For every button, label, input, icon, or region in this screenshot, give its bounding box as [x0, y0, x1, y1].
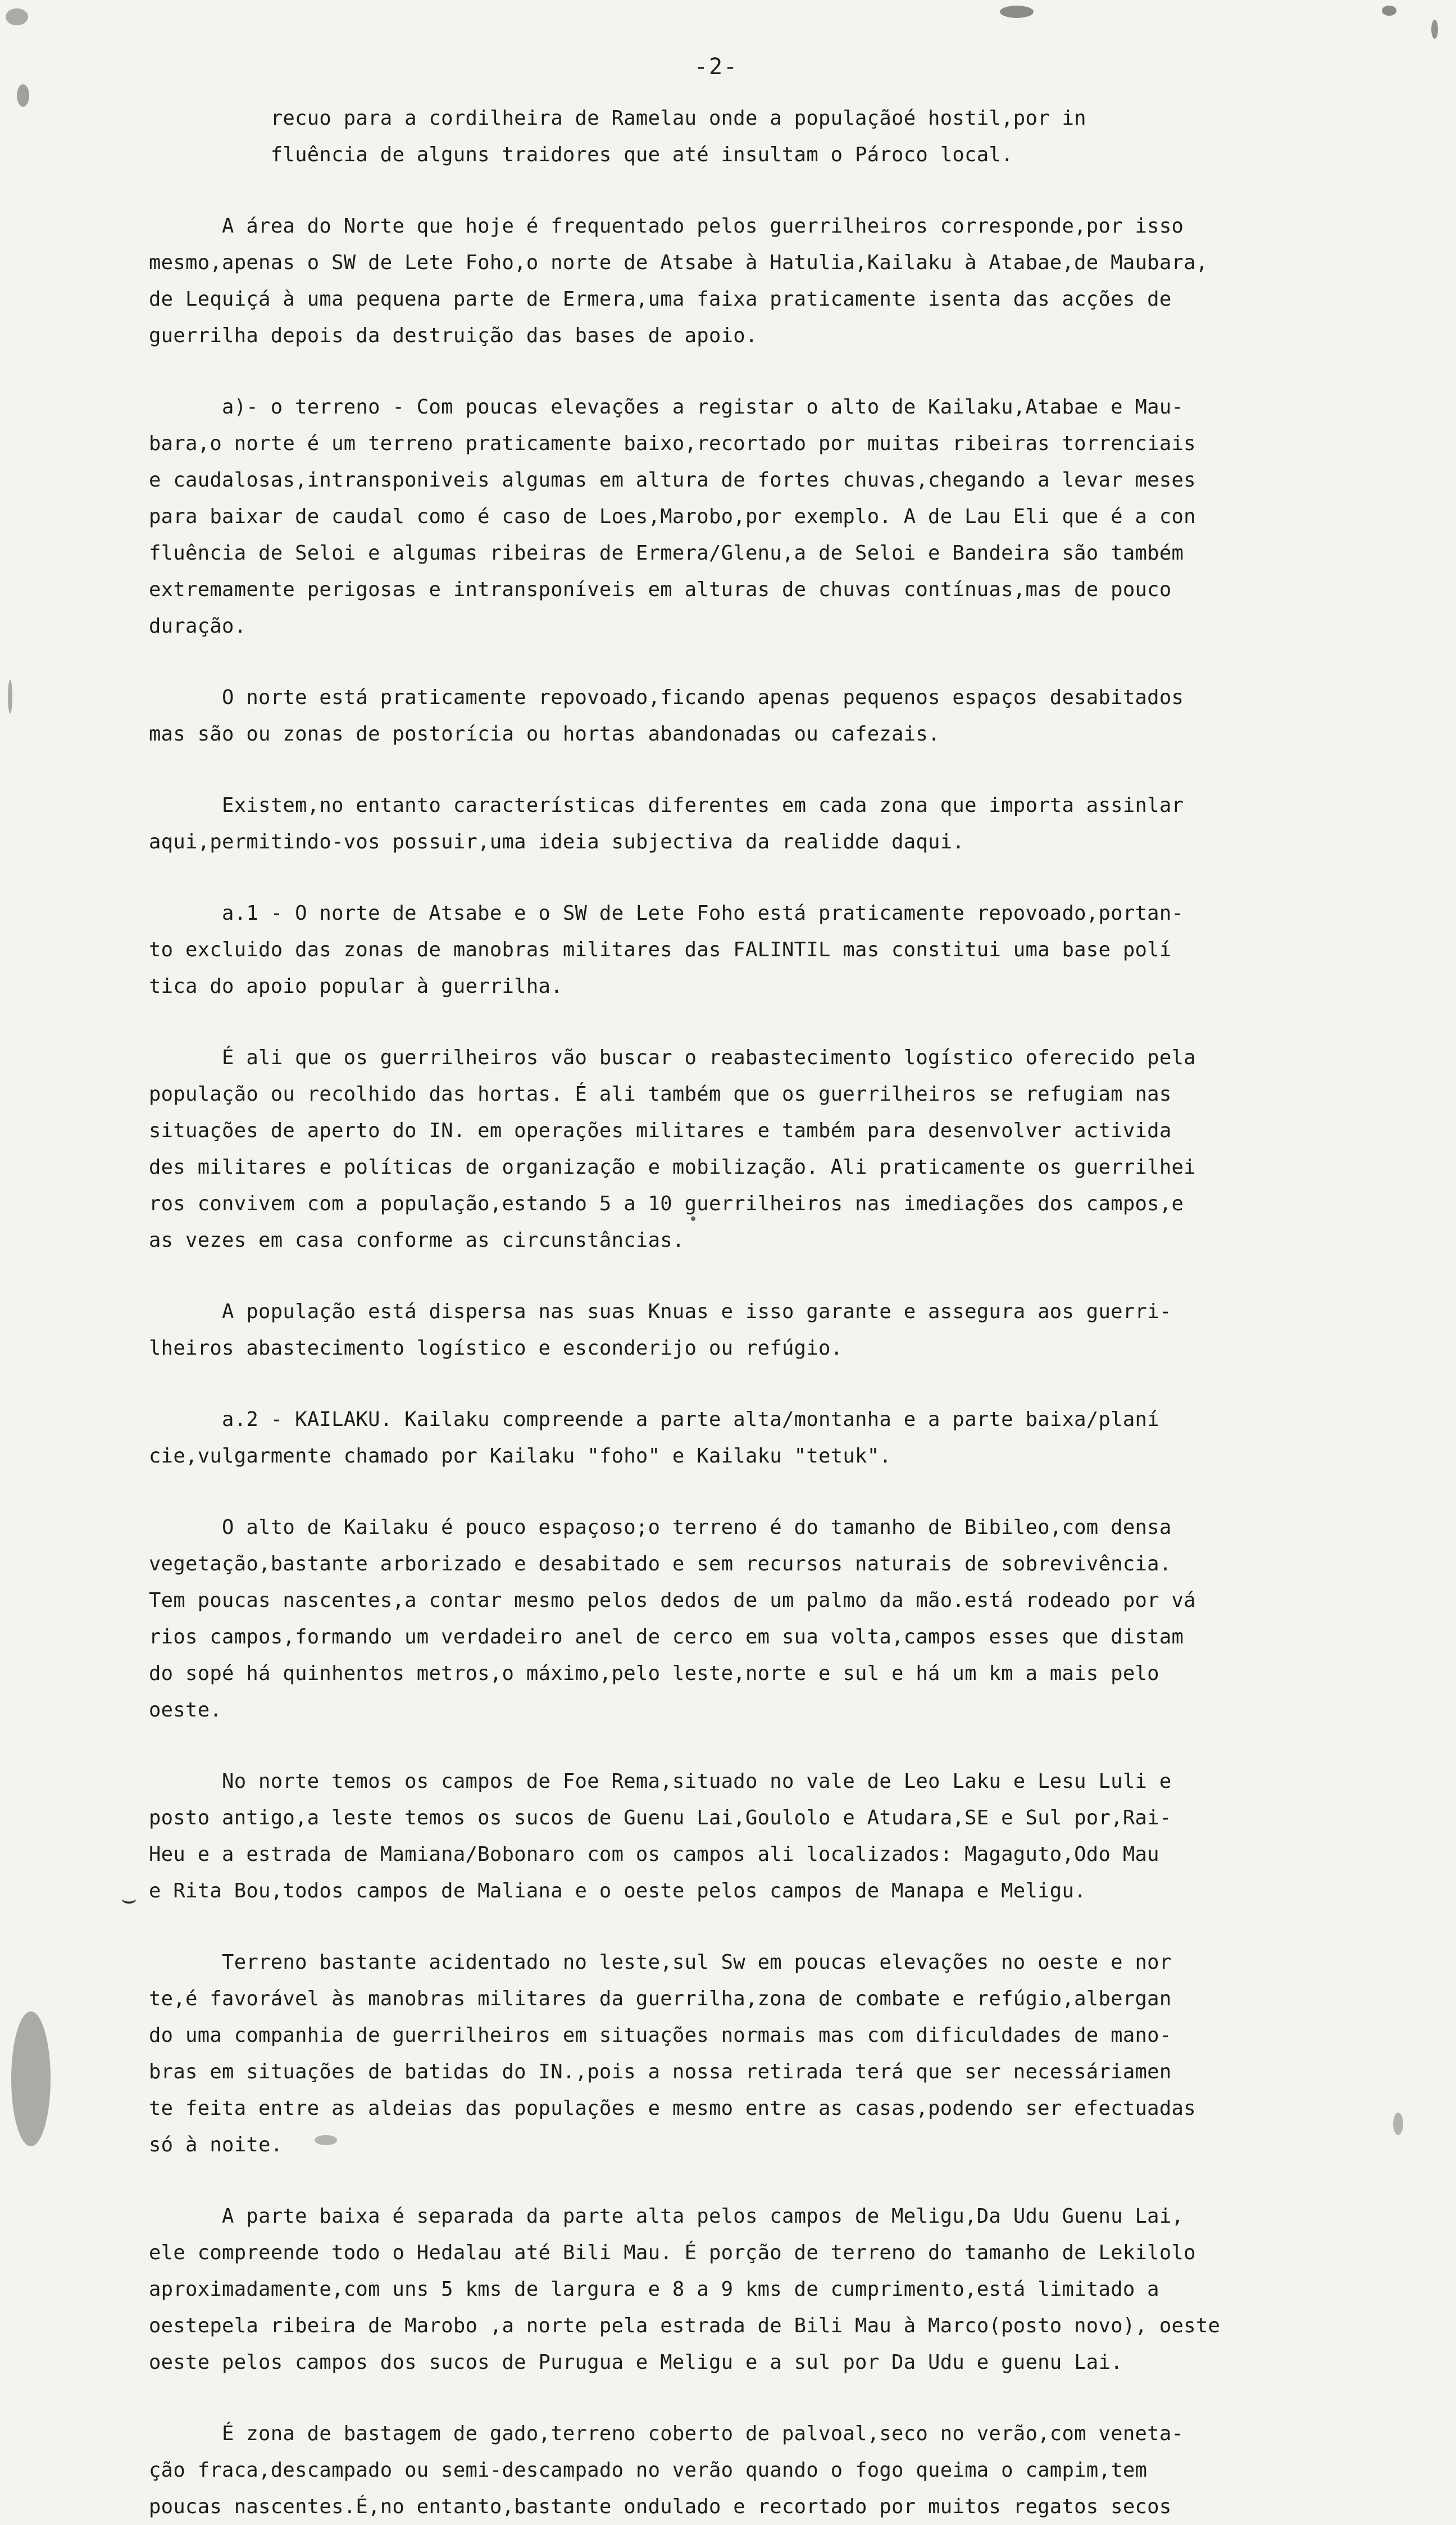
text-line: Existem,no entanto características diferentes em cada zona que importa assinlar: [149, 794, 1184, 817]
text-line: recuo para a cordilheira de Ramelau onde a populaçãoé hostil,por in: [149, 107, 1086, 130]
paragraph: [149, 2198, 1373, 2381]
paragraph-gap: [149, 644, 1373, 679]
text-line: tica do apoio popular à guerrilha.: [149, 975, 563, 998]
text-line: aqui,permitindo-vos possuir,uma ideia subjectiva da realidde daqui.: [149, 830, 965, 853]
text-line: O alto de Kailaku é pouco espaçoso;o terreno é do tamanho de Bibileo,com densa: [149, 1516, 1172, 1539]
text-line: para baixar de caudal como é caso de Loes,Marobo,por exemplo. A de Lau Eli que é a con: [149, 505, 1196, 528]
paragraph-gap: [149, 2163, 1373, 2198]
text-line: de Lequiçá à uma pequena parte de Ermera,uma faixa praticamente isenta das acções de: [149, 288, 1172, 311]
text-line: É ali que os guerrilheiros vão buscar o reabastecimento logístico oferecido pela: [149, 1046, 1196, 1069]
text-line: ele compreende todo o Hedalau até Bili Mau. É porção de terreno do tamanho de Lekilolo: [149, 2241, 1196, 2264]
paragraph: [149, 389, 1373, 644]
text-line: rios campos,formando um verdadeiro anel de cerco em sua volta,campos esses que distam: [149, 1625, 1184, 1648]
text-line: extremamente perigosas e intransponíveis em alturas de chuvas contínuas,mas de pouco: [149, 578, 1172, 601]
paragraph: [149, 1401, 1373, 1474]
paragraph: [149, 1039, 1373, 1259]
paragraph-gap: [149, 1474, 1373, 1509]
text-line: Heu e a estrada de Mamiana/Bobonaro com os campos ali localizados: Magaguto,Odo Mau: [149, 1843, 1159, 1866]
text-line: guerrilha depois da destruição das bases de apoio.: [149, 324, 758, 347]
text-line: fluência de Seloi e algumas ribeiras de Ermera/Glenu,a de Seloi e Bandeira são também: [149, 542, 1184, 565]
scan-speck: [8, 680, 12, 714]
paragraph-gap: [149, 1005, 1373, 1039]
scan-speck: [11, 2011, 51, 2146]
paragraph: [149, 679, 1373, 752]
text-line: lheiros abastecimento logístico e esconderijo ou refúgio.: [149, 1337, 843, 1360]
paragraph: [149, 208, 1373, 354]
text-line: mesmo,apenas o SW de Lete Foho,o norte de Atsabe à Hatulia,Kailaku à Atabae,de Maubara,: [149, 251, 1208, 274]
text-line: só à noite.: [149, 2133, 283, 2156]
text-line: te feita entre as aldeias das populações e mesmo entre as casas,podendo ser efectuadas: [149, 2097, 1196, 2120]
text-line: oeste pelos campos dos sucos de Purugua e Meligu e a sul por Da Udu e guenu Lai.: [149, 2351, 1123, 2374]
paragraph: [149, 1944, 1373, 2163]
paragraph: [149, 787, 1373, 860]
page-number: -2-: [694, 54, 739, 80]
text-line: as vezes em casa conforme as circunstâncias.: [149, 1229, 685, 1252]
text-line: a.1 - O norte de Atsabe e o SW de Lete Foho está praticamente repovoado,portan-: [149, 902, 1184, 925]
paragraph-gap: [149, 354, 1373, 389]
text-line: A área do Norte que hoje é frequentado pelos guerrilheiros corresponde,por isso: [149, 215, 1184, 238]
text-line: a.2 - KAILAKU. Kailaku compreende a parte alta/montanha e a parte baixa/planí: [149, 1408, 1159, 1431]
text-line: e Rita Bou,todos campos de Maliana e o oeste pelos campos de Manapa e Meligu.: [149, 1879, 1086, 1902]
text-line: É zona de bastagem de gado,terreno coberto de palvoal,seco no verão,com veneta-: [149, 2422, 1184, 2445]
text-line: e caudalosas,intransponiveis algumas em altura de fortes chuvas,chegando a levar meses: [149, 469, 1196, 492]
paragraph-gap: [149, 1259, 1373, 1293]
paragraph-gap: [149, 173, 1373, 208]
scan-speck: [1382, 6, 1396, 16]
scan-speck: [17, 84, 29, 107]
text-line: mas são ou zonas de postorícia ou hortas abandonadas ou cafezais.: [149, 723, 940, 746]
text-line: te,é favorável às manobras militares da guerrilha,zona de combate e refúgio,albergan: [149, 1987, 1172, 2010]
paragraph-gap: [149, 1728, 1373, 1763]
text-line: bara,o norte é um terreno praticamente baixo,recortado por muitas ribeiras torrenciais: [149, 432, 1196, 455]
scan-speck: [1000, 6, 1034, 18]
text-line: A população está dispersa nas suas Knuas e isso garante e assegura aos guerri-: [149, 1300, 1172, 1323]
text-line: ção fraca,descampado ou semi-descampado no verão quando o fogo queima o campim,tem: [149, 2459, 1148, 2482]
text-line: to excluido das zonas de manobras militares das FALINTIL mas constitui uma base polí: [149, 938, 1172, 961]
body-text: [149, 100, 1373, 2525]
paragraph: [149, 895, 1373, 1005]
text-line: do sopé há quinhentos metros,o máximo,pelo leste,norte e sul e há um km a mais pelo: [149, 1662, 1159, 1685]
text-line: situações de aperto do IN. em operações militares e também para desenvolver activida: [149, 1119, 1172, 1142]
paragraph: [149, 2415, 1373, 2525]
paragraph: [149, 100, 1373, 173]
paragraph: [149, 1509, 1373, 1728]
text-line: fluência de alguns traidores que até insultam o Pároco local.: [149, 143, 1013, 166]
text-line: bras em situações de batidas do IN.,pois a nossa retirada terá que ser necessáriamen: [149, 2060, 1172, 2083]
scan-speck: [6, 8, 28, 25]
paragraph-gap: [149, 752, 1373, 787]
text-line: O norte está praticamente repovoado,ficando apenas pequenos espaços desabitados: [149, 686, 1184, 709]
scan-speck: [1431, 20, 1438, 39]
text-line: des militares e políticas de organização e mobilização. Ali praticamente os guerrilhei: [149, 1156, 1196, 1179]
text-line: a)- o terreno - Com poucas elevações a registar o alto de Kailaku,Atabae e Mau-: [149, 396, 1184, 419]
text-line: Terreno bastante acidentado no leste,sul Sw em poucas elevações no oeste e nor: [149, 1951, 1172, 1974]
paragraph-gap: [149, 1909, 1373, 1944]
text-line: No norte temos os campos de Foe Rema,situado no vale de Leo Laku e Lesu Luli e: [149, 1770, 1172, 1793]
text-line: A parte baixa é separada da parte alta pelos campos de Meligu,Da Udu Guenu Lai,: [149, 2205, 1184, 2228]
text-line: ros convivem com a população,estando 5 a 10 guerrilheiros nas imediações dos campos,e: [149, 1192, 1184, 1215]
text-line: oeste.: [149, 1699, 222, 1722]
paragraph-gap: [149, 1366, 1373, 1401]
text-line: poucas nascentes.É,no entanto,bastante ondulado e recortado por muitos regatos secos: [149, 2495, 1172, 2518]
text-line: duração.: [149, 615, 247, 638]
paragraph-gap: [149, 860, 1373, 895]
text-line: Tem poucas nascentes,a contar mesmo pelos dedos de um palmo da mão.está rodeado por vá: [149, 1589, 1196, 1612]
paragraph: [149, 1763, 1373, 1909]
text-line: população ou recolhido das hortas. É ali também que os guerrilheiros se refugiam nas: [149, 1083, 1172, 1106]
text-line: oestepela ribeira de Marobo ,a norte pela estrada de Bili Mau à Marco(posto novo), oeste: [149, 2314, 1221, 2337]
paragraph: [149, 1293, 1373, 1366]
text-line: do uma companhia de guerrilheiros em situações normais mas com dificuldades de mano-: [149, 2024, 1172, 2047]
handwritten-tick-mark: ⌣: [121, 1885, 137, 1914]
text-line: vegetação,bastante arborizado e desabitado e sem recursos naturais de sobrevivência.: [149, 1552, 1172, 1575]
text-line: cie,vulgarmente chamado por Kailaku "foho" e Kailaku "tetuk".: [149, 1445, 892, 1468]
paragraph-gap: [149, 2381, 1373, 2415]
text-line: posto antigo,a leste temos os sucos de Guenu Lai,Goulolo e Atudara,SE e Sul por,Rai-: [149, 1806, 1172, 1829]
text-line: aproximadamente,com uns 5 kms de largura e 8 a 9 kms de cumprimento,está limitado a: [149, 2278, 1159, 2301]
scan-speck: [1393, 2113, 1403, 2135]
